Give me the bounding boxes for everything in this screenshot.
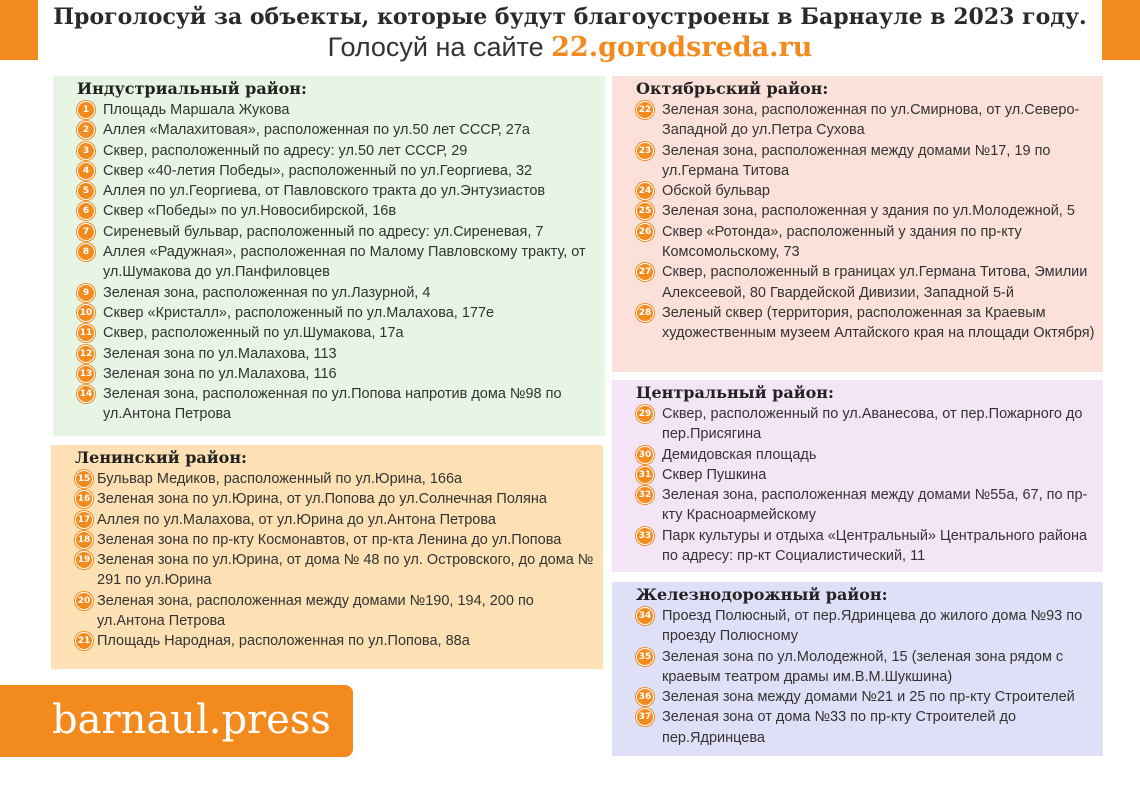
list-item	[77, 161, 599, 181]
list-item	[636, 181, 1097, 201]
list-item	[636, 465, 1097, 485]
item-number-badge: 18	[75, 531, 93, 549]
item-text: Площадь Маршала Жукова	[103, 102, 290, 118]
item-text: Зеленая зона между домами №21 и 25 по пр-кту Строителей	[662, 689, 1075, 706]
header	[0, 4, 1140, 65]
item-number-badge: 9	[77, 284, 95, 302]
item-number-badge: 29	[636, 405, 654, 423]
item-text: Сквер, расположенный в границах ул.Германа Титова, Эмилии Алексеевой, 80 Гвардейской Дивизии, Западной 5-й	[662, 264, 1088, 301]
item-number-badge: 33	[636, 527, 654, 545]
district-title: Центральный район:	[636, 383, 834, 402]
item-text: Обской бульвар	[662, 183, 770, 200]
item-text: Зеленая зона по ул.Юрина, от ул.Попова до ул.Солнечная Поляна	[97, 491, 547, 508]
list-item	[636, 100, 1097, 141]
item-text: Сиреневый бульвар, расположенный по адресу: ул.Сиреневая, 7	[103, 223, 544, 240]
item-number-badge: 12	[77, 345, 95, 363]
item-number-badge: 23	[636, 142, 654, 160]
list-item	[636, 707, 1097, 748]
item-number-badge: 34	[636, 607, 654, 625]
item-text: Сквер «Ротонда», расположенный у здания по пр-кту Комсомольскому, 73	[662, 223, 1022, 261]
item-number-badge: 11	[77, 324, 95, 342]
item-number-badge: 14	[77, 385, 95, 403]
list-item	[75, 550, 597, 591]
list-item	[636, 485, 1097, 526]
list-item	[636, 687, 1097, 707]
list-item	[77, 181, 599, 201]
brand-logo	[0, 685, 353, 757]
item-text: Сквер «40-летия Победы», расположенный по ул.Георгиева, 32	[103, 162, 533, 179]
item-text: Зеленая зона по ул.Малахова, 116	[103, 365, 337, 382]
item-number-badge: 26	[636, 223, 654, 241]
item-text: Бульвар Медиков, расположенный по ул.Юрина, 166а	[97, 471, 463, 487]
item-number-badge: 20	[75, 592, 93, 610]
district-industrial	[53, 76, 605, 436]
item-number-badge: 5	[77, 182, 95, 200]
item-number-badge: 35	[636, 648, 654, 666]
item-text: Сквер, расположенный по ул.Аванесова, от пер.Пожарного до пер.Присягина	[662, 406, 1083, 443]
list-item	[636, 141, 1097, 182]
item-number-badge: 32	[636, 486, 654, 504]
page-title: Проголосуй за объекты, которые будут благоустроены в Барнауле в 2023 году.	[53, 4, 1087, 30]
item-text: Зеленая зона, расположенная между домами №55а, 67, по пр-кту Красноармейскому	[662, 487, 1088, 524]
item-number-badge: 15	[75, 470, 93, 488]
list-item	[77, 201, 599, 221]
object-list	[75, 469, 597, 652]
item-number-badge: 3	[77, 142, 95, 160]
list-item	[77, 384, 599, 425]
item-number-badge: 7	[77, 223, 95, 241]
item-text: Зеленая зона по ул.Юрина, от дома № 48 по ул. Островского, до дома № 291 по ул.Юрина	[97, 552, 594, 589]
district-title: Железнодорожный район:	[636, 585, 888, 604]
item-number-badge: 24	[636, 182, 654, 200]
item-text: Зеленый сквер (территория, расположенная за Краевым художественным музеем Алтайского края на площади Октября)	[662, 304, 1095, 342]
vote-call-prefix: Голосуй на сайте	[327, 32, 552, 62]
brand-name: barnaul.press	[52, 697, 331, 743]
district-leninsky	[51, 445, 603, 669]
item-number-badge: 30	[636, 446, 654, 464]
item-number-badge: 21	[75, 632, 93, 650]
district-central	[612, 380, 1103, 572]
list-item	[636, 303, 1097, 344]
list-item	[636, 404, 1097, 445]
list-item	[636, 526, 1097, 567]
object-list	[77, 100, 599, 425]
list-item	[77, 303, 599, 323]
item-text: Площадь Народная, расположенная по ул.Попова, 88а	[97, 633, 470, 650]
item-number-badge: 31	[636, 466, 654, 484]
list-item	[636, 445, 1097, 465]
item-text: Аллея по ул.Малахова, от ул.Юрина до ул.Антона Петрова	[97, 511, 496, 528]
item-text: Зеленая зона, расположенная между домами №17, 19 по ул.Германа Титова	[662, 142, 1051, 179]
district-title: Индустриальный район:	[77, 79, 307, 98]
object-list	[636, 404, 1097, 566]
item-text: Зеленая зона, расположенная по ул.Попова напротив дома №98 по ул.Антона Петрова	[103, 386, 562, 423]
item-number-badge: 13	[77, 365, 95, 383]
list-item	[75, 510, 597, 530]
item-text: Сквер, расположенный по адресу: ул.50 лет СССР, 29	[103, 142, 468, 159]
item-number-badge: 2	[77, 121, 95, 139]
item-text: Зеленая зона по пр-кту Космонавтов, от пр-кта Ленина до ул.Попова	[97, 531, 562, 548]
list-item	[77, 344, 599, 364]
item-text: Зеленая зона, расположенная по ул.Смирнова, от ул.Северо-Западной до ул.Петра Сухова	[662, 102, 1080, 139]
list-item	[77, 283, 599, 303]
item-number-badge: 19	[75, 551, 93, 569]
list-item	[77, 323, 599, 343]
item-text: Зеленая зона, расположенная по ул.Лазурной, 4	[103, 284, 431, 301]
item-text: Демидовская площадь	[662, 446, 817, 463]
item-number-badge: 25	[636, 202, 654, 220]
list-item	[77, 242, 599, 283]
item-text: Сквер, расположенный по ул.Шумакова, 17а	[103, 325, 404, 342]
item-text: Аллея по ул.Георгиева, от Павловского тракта до ул.Энтузиастов	[103, 183, 546, 200]
item-text: Аллея «Радужная», расположенная по Малому Павловскому тракту, от ул.Шумакова до ул.Панфиловцев	[103, 244, 586, 281]
item-number-badge: 22	[636, 101, 654, 119]
list-item	[75, 631, 597, 651]
item-number-badge: 28	[636, 304, 654, 322]
list-item	[77, 100, 599, 120]
list-item	[636, 647, 1097, 688]
vote-site-link[interactable]: 22.gorodsreda.ru	[551, 32, 813, 63]
list-item	[77, 364, 599, 384]
item-number-badge: 10	[77, 304, 95, 322]
item-text: Сквер «Кристалл», расположенный по ул.Малахова, 177е	[103, 304, 495, 321]
item-number-badge: 1	[77, 101, 95, 119]
list-item	[75, 530, 597, 550]
list-item	[636, 262, 1097, 303]
object-list	[636, 100, 1097, 344]
list-item	[636, 222, 1097, 263]
item-text: Зеленая зона по ул.Молодежной, 15 (зеленая зона рядом с краевым театром драмы им.В.М.Шукшина)	[662, 648, 1064, 685]
vote-call	[0, 30, 1140, 65]
item-text: Зеленая зона от дома №33 по пр-кту Строителей до пер.Ядринцева	[662, 709, 1017, 746]
list-item	[77, 222, 599, 242]
item-text: Парк культуры и отдыха «Центральный» Центрального района по адресу: пр-кт Социалистический, 11	[662, 527, 1088, 565]
list-item	[77, 141, 599, 161]
district-title: Октябрьский район:	[636, 79, 829, 98]
item-number-badge: 8	[77, 243, 95, 261]
item-text: Сквер Пушкина	[662, 466, 767, 483]
item-number-badge: 17	[75, 511, 93, 529]
district-railway	[612, 582, 1103, 756]
district-title: Ленинский район:	[75, 448, 247, 467]
item-text: Зеленая зона, расположенная у здания по ул.Молодежной, 5	[662, 203, 1075, 220]
list-item	[75, 591, 597, 632]
list-item	[75, 489, 597, 509]
item-number-badge: 36	[636, 688, 654, 706]
item-number-badge: 6	[77, 202, 95, 220]
item-text: Зеленая зона, расположенная между домами №190, 194, 200 по ул.Антона Петрова	[97, 592, 534, 630]
item-number-badge: 16	[75, 490, 93, 508]
item-number-badge: 4	[77, 162, 95, 180]
item-text: Проезд Полюсный, от пер.Ядринцева до жилого дома №93 по проезду Полюсному	[662, 608, 1083, 645]
item-number-badge: 37	[636, 708, 654, 726]
item-text: Зеленая зона по ул.Малахова, 113	[103, 345, 337, 362]
district-oktyabrsky	[612, 76, 1103, 372]
list-item	[75, 469, 597, 489]
item-text: Сквер «Победы» по ул.Новосибирской, 16в	[103, 203, 397, 220]
list-item	[77, 120, 599, 140]
object-list	[636, 606, 1097, 748]
list-item	[636, 606, 1097, 647]
item-number-badge: 27	[636, 263, 654, 281]
list-item	[636, 201, 1097, 221]
item-text: Аллея «Малахитовая», расположенная по ул.50 лет СССР, 27а	[103, 122, 530, 139]
